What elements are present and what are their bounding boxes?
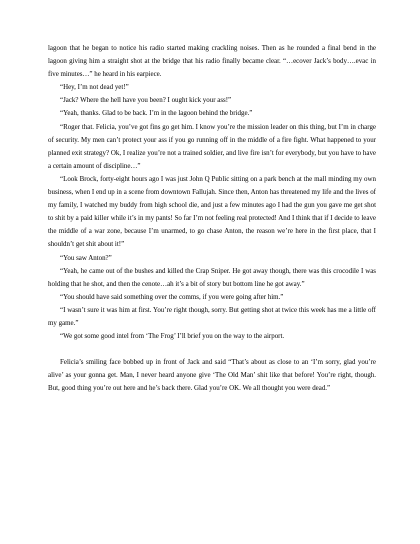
paragraph-4: “Yeah, thanks. Glad to be back. I’m in the lagoon behind the bridge.” xyxy=(60,109,253,118)
paragraph-3: “Jack? Where the hell have you been? I ought kick your ass!” xyxy=(60,96,232,105)
paragraph-2: “Hey, I’m not dead yet!” xyxy=(60,83,129,92)
paragraph-1: lagoon that he began to notice his radio started making crackling noises. Then as he rounded a final bend in the lagoon giving him a straight shot at the bridge that his radio finally became clear. “…ecover Jack’s body….evac in five minutes…” he heard in his earpiece. xyxy=(48,44,376,79)
paragraph-10: “I wasn’t sure it was him at first. You’re right though, sorry. But getting shot at twice this week has me a little off my game.” xyxy=(48,305,376,327)
paragraph-gap xyxy=(48,343,376,356)
paragraph-final: Felicia’s smiling face bobbed up in front of Jack and said “That’s about as close to an ‘I’m sorry, glad you’re alive’ as your gonna get. Man, I never heard anyone give ‘The Old Man’ shit like that before! You’re right, though. But, good thing you’re out here and he’s back there. Glad you’re OK. We all thought you were dead.” xyxy=(48,358,376,393)
paragraph-9: “You should have said something over the comms, if you were going after him.” xyxy=(60,292,284,301)
paragraph-7: “You saw Anton?” xyxy=(60,253,112,262)
paragraph-6: “Look Brock, forty-eight hours ago I was just John Q Public sitting on a park bench at the mall minding my own business, when I end up in a scene from downtown Fallujah. Since then, Anton has threatened my life and the lives of my family, I watched my buddy from high school die, and just a few minutes ago I had the gun you gave me get shot to shit by a paid killer while it’s in my pants! So far I’m not feeling real protected! And I think that if I decide to leave the middle of a war zone, because I’m unarmed, to go chase Anton, the reason we’re here in the first place, that I shouldn’t get shit about it!” xyxy=(48,174,376,249)
paragraph-11: “We got some good intel from ‘The Frog’ I’ll brief you on the way to the airport. xyxy=(60,332,285,341)
paragraph-8: “Yeah, he came out of the bushes and killed the Crap Sniper. He got away though, there was this crocodile I was holding that he shot, and then the cenote…ah it’s a bit of story but bottom line he got away.” xyxy=(48,266,376,288)
paragraph-5: “Roger that. Felicia, you’ve got fins go get him. I know you’re the mission leader on this thing, but I’m in charge of security. My men can’t protect your ass if you go running off in the middle of a fire fight. What happened to your planned exit strategy? Ok, I realize you’re not a trained soldier, and live fire isn’t for everybody, but you have to have a certain amount of discipline…” xyxy=(48,122,376,170)
